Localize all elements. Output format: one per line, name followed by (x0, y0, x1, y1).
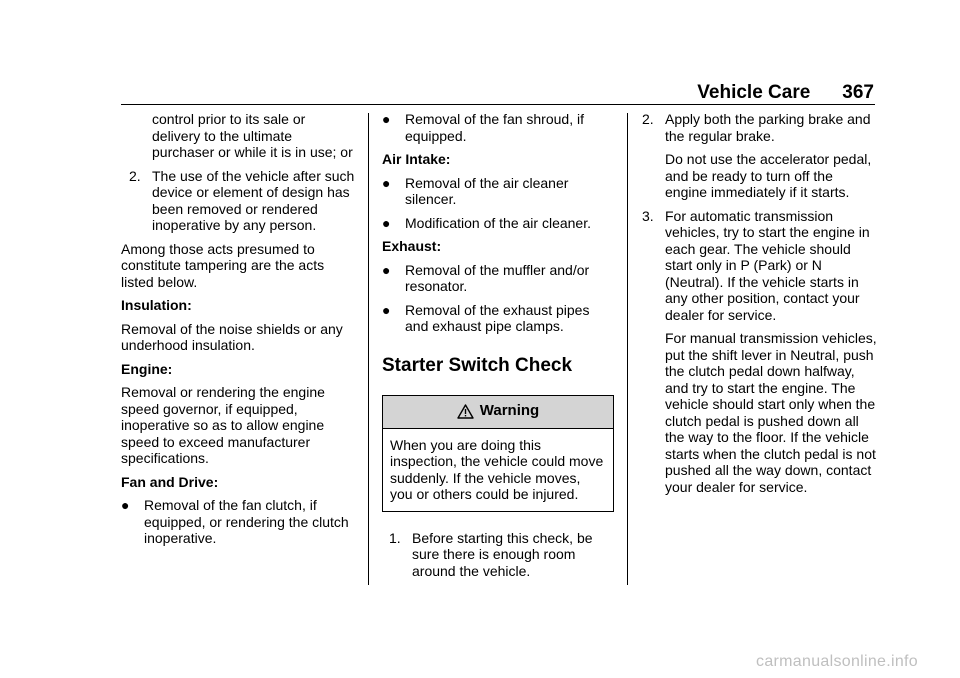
bullet-text: Removal of the exhaust pipes and exhaust pipe clamps. (405, 301, 590, 334)
warning-box (382, 395, 614, 512)
bullet-item (382, 111, 614, 144)
heading-insulation: Insulation: (121, 297, 192, 313)
warning-label: Warning (479, 402, 540, 420)
bullet-item (382, 175, 614, 208)
list-text: The use of the vehicle after such device or element of design has been removed or rendered inoperative by any person. (152, 167, 355, 233)
list-number: 1. (389, 529, 401, 546)
bullet-item (382, 302, 614, 335)
bullet-item (121, 497, 357, 547)
section-title: Starter Switch Check (382, 354, 573, 376)
list-item-3 (642, 208, 878, 324)
bullet-text: Removal of the air cleaner silencer. (405, 174, 569, 207)
list-number: 2. (129, 167, 141, 184)
paragraph-tampering: Among those acts presumed to constitute tampering are the acts listed below. (121, 240, 325, 290)
column-1 (121, 111, 357, 554)
bullet-text: Removal of the muffler and/or resonator. (405, 261, 590, 294)
list-number: 3. (642, 207, 654, 224)
list-item-2 (642, 111, 878, 144)
list-text: Apply both the parking brake and the regular brake. (665, 111, 871, 144)
bullet-item (382, 215, 614, 232)
warning-icon (457, 404, 474, 419)
bullet-icon: ● (382, 111, 391, 127)
bullet-text: Removal of the fan clutch, if equipped, or rendering the clutch inoperative. (144, 497, 349, 546)
step3-note: For manual transmission vehicles, put the shift lever in Neutral, push the clutch pedal down halfway, and try to start the engine. The vehicle should start only when the clutch pedal is pushed down all the way to the floor. If the vehicle starts when the clutch pedal is not pushed all the way down, contact your dealer for service. (665, 330, 877, 495)
list-number: 2. (642, 111, 654, 127)
bullet-icon: ● (382, 301, 391, 318)
bullet-icon: ● (121, 497, 130, 513)
warning-text: When you are doing this inspection, the vehicle could move suddenly. If the vehicle moves, you or others could be injured. (390, 436, 604, 502)
paragraph-engine: Removal or rendering the engine speed governor, if equipped, inoperative so as to allow engine speed to exceed manufacturer specifications. (121, 384, 325, 466)
column-3 (642, 111, 878, 502)
continued-text: control prior to its sale or delivery to the ultimate purchaser or while it is in use; or (152, 111, 353, 160)
heading-fan-drive: Fan and Drive: (121, 473, 219, 490)
list-item-2 (121, 168, 357, 234)
bullet-text: Removal of the fan shroud, if equipped. (405, 111, 584, 144)
heading-exhaust: Exhaust: (382, 238, 442, 254)
bullet-icon: ● (382, 174, 391, 191)
list-text: Before starting this check, be sure there is enough room around the vehicle. (412, 529, 593, 579)
bullet-icon: ● (382, 261, 391, 278)
step2-note: Do not use the accelerator pedal, and be ready to turn off the engine immediately if it starts. (665, 151, 872, 200)
bullet-item (382, 262, 614, 295)
bullet-icon: ● (382, 214, 391, 231)
warning-header (383, 396, 613, 429)
bullet-text: Modification of the air cleaner. (405, 214, 591, 231)
heading-air-intake: Air Intake: (382, 151, 451, 167)
column-divider-1 (368, 113, 369, 585)
list-text: For automatic transmission vehicles, try to start the engine in each gear. The vehicle should start only in P (Park) or N (Neutral). If the vehicle starts in any other position, contact your dealer for service. (665, 207, 870, 323)
section-name: Vehicle Care (697, 82, 811, 103)
watermark: carmanualsonline.info (756, 653, 918, 670)
paragraph-insulation: Removal of the noise shields or any underhood insulation. (121, 320, 343, 353)
heading-engine: Engine: (121, 360, 173, 377)
column-divider-2 (627, 113, 628, 585)
column-2 (382, 111, 614, 586)
page-number: 367 (842, 82, 874, 103)
page-header (697, 82, 874, 104)
list-item-1 (382, 530, 614, 580)
header-rule (121, 104, 875, 105)
